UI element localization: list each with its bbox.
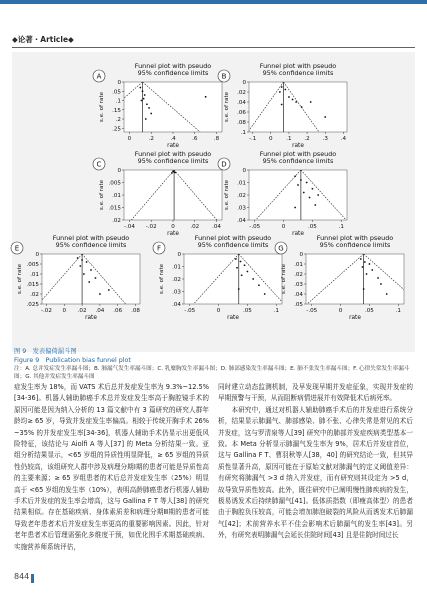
study-point bbox=[174, 172, 176, 174]
y-tick-label: .05 bbox=[112, 89, 121, 96]
x-tick-label: -.1 bbox=[248, 136, 257, 142]
plot-area bbox=[249, 170, 347, 220]
y-axis-label: s.e. of rate bbox=[159, 263, 165, 295]
y-tick-label: 0 bbox=[299, 252, 303, 258]
body-column-left bbox=[14, 382, 209, 553]
x-tick-label: -.02 bbox=[40, 308, 52, 314]
plot-title: 95% confidence limits bbox=[197, 241, 269, 249]
funnel-plot-svg-f bbox=[148, 232, 288, 320]
y-tick-label: .01 bbox=[237, 180, 246, 187]
x-axis-label: rate bbox=[349, 315, 361, 321]
y-tick-label: .025 bbox=[26, 302, 39, 308]
study-point bbox=[83, 273, 85, 275]
y-tick-label: .01 bbox=[112, 193, 121, 199]
x-tick-label: .2 bbox=[148, 136, 154, 142]
plot-area bbox=[124, 170, 222, 220]
x-tick-label: .1 bbox=[338, 224, 344, 230]
x-tick-label: 0 bbox=[281, 224, 286, 230]
study-point bbox=[364, 261, 366, 263]
body-paragraph-right: 同时建立动态监测机制，及早发现早期并发症征象，实现并发症的早期预警与干预，从而阻断病情进展并有效降低术后病死率。 本研究中，通过对机器人辅助肺癌手术后的并发症进行系统分析，结果显示肺漏气、肺部感染、肺不张、心律失常是常见的术后并发症，这与罗清泉等人[39] 研究中的肺部并发症疾病类型基本一致。本 Meta 分析显示肺漏气发生率为 9%，居术后并发症首位，这与 Gallina F T、曹羽秋等人[38，40] 的研究结论一致，但其异质性显著升高，原因可能在于原始文献对肺漏气的定义阈值差异：有研究将肺漏气 >3 d 纳入并发症，而有研究则其设定为 >5 d，故导致异质性较高。此外，既往研究中已阐明慢性肺疾病的发生，极易诱发术后持续肺漏气[41]。低体质指数（即瘦高体型）的患者由于胸腔负压较高，可能会增加肺泡破裂的风险从而诱发术后肺漏气[42]；术前营养水平不佳会影响术后肺漏气的发生率[43]。另外，有研究表明肺漏气会延长住院时间[43] 且是住院时间过长 bbox=[218, 383, 413, 540]
study-point bbox=[238, 288, 240, 290]
study-point bbox=[297, 184, 299, 186]
y-tick-label: 0 bbox=[177, 252, 181, 258]
y-tick-label: .04 bbox=[237, 100, 246, 106]
y-tick-label: 0 bbox=[35, 252, 39, 258]
study-point bbox=[288, 96, 290, 98]
study-point bbox=[144, 94, 146, 96]
plot-title: Funnel plot with pseudo bbox=[259, 62, 337, 70]
plot-area bbox=[42, 254, 140, 304]
study-point bbox=[148, 107, 150, 109]
header-divider bbox=[12, 47, 415, 48]
study-point bbox=[317, 194, 319, 196]
study-point bbox=[369, 263, 371, 265]
study-point bbox=[386, 293, 388, 295]
page-number: 844 bbox=[14, 572, 30, 581]
y-tick-label: .04 bbox=[237, 218, 246, 224]
x-tick-label: -.04 bbox=[123, 224, 135, 230]
study-point bbox=[360, 258, 362, 260]
x-tick-label: .1 bbox=[273, 308, 279, 314]
study-point bbox=[244, 264, 246, 266]
funnel-plot-svg-d bbox=[213, 148, 353, 236]
study-point bbox=[310, 101, 312, 103]
x-tick-label: .1 bbox=[395, 308, 401, 314]
panel-label: B bbox=[221, 72, 227, 81]
x-tick-label: .08 bbox=[131, 308, 140, 314]
y-tick-label: .04 bbox=[294, 292, 303, 298]
y-tick-label: .08 bbox=[237, 120, 246, 126]
study-point bbox=[371, 269, 373, 271]
study-point bbox=[235, 258, 237, 260]
y-tick-label: .05 bbox=[294, 302, 303, 308]
study-point bbox=[88, 281, 90, 283]
study-point bbox=[294, 175, 296, 177]
x-tick-label: 0 bbox=[62, 308, 67, 314]
x-tick-label: 0 bbox=[171, 224, 175, 230]
x-tick-label: .02 bbox=[77, 308, 87, 314]
x-axis-label: rate bbox=[85, 315, 97, 321]
study-point bbox=[108, 289, 110, 291]
plot-area bbox=[124, 82, 222, 132]
y-tick-label: .01 bbox=[30, 272, 39, 278]
y-tick-label: .02 bbox=[172, 277, 181, 283]
study-point bbox=[312, 188, 314, 190]
section-header: ◆论著・Article◆ bbox=[12, 35, 74, 44]
x-tick-label: .8 bbox=[213, 136, 220, 142]
study-point bbox=[309, 197, 311, 199]
y-tick-label: .005 bbox=[108, 180, 121, 187]
panel-label: E bbox=[14, 244, 20, 253]
study-point bbox=[366, 273, 368, 275]
x-tick-label: .04 bbox=[212, 224, 222, 230]
study-point bbox=[142, 90, 144, 92]
study-point bbox=[146, 103, 148, 105]
y-axis-label: s.e. of rate bbox=[99, 179, 105, 211]
plot-title: Funnel plot with pseudo bbox=[259, 150, 337, 158]
plot-title: 95% confidence limits bbox=[137, 69, 209, 77]
y-tick-label: .03 bbox=[294, 282, 303, 288]
y-tick-label: .1 bbox=[240, 130, 246, 136]
study-point bbox=[380, 283, 382, 285]
y-tick-label: .02 bbox=[237, 193, 246, 199]
y-axis-label: s.e. of rate bbox=[224, 179, 230, 211]
study-point bbox=[95, 277, 97, 279]
plot-title: 95% confidence limits bbox=[262, 157, 334, 165]
study-point bbox=[258, 284, 260, 286]
plot-title: Funnel plot with pseudo bbox=[134, 62, 212, 70]
study-point bbox=[247, 271, 249, 273]
study-point bbox=[236, 267, 238, 269]
y-tick-label: .005 bbox=[26, 262, 39, 268]
study-point bbox=[284, 89, 286, 91]
y-tick-label: .02 bbox=[30, 292, 39, 298]
funnel-plot-g bbox=[270, 232, 410, 320]
y-tick-label: .02 bbox=[237, 90, 246, 96]
funnel-plot-svg-a bbox=[88, 60, 228, 148]
study-point bbox=[86, 261, 88, 263]
x-tick-label: .05 bbox=[242, 308, 252, 314]
plot-area bbox=[249, 82, 347, 132]
x-tick-label: .06 bbox=[113, 308, 123, 314]
x-axis-label: rate bbox=[167, 143, 179, 149]
x-tick-label: .02 bbox=[190, 224, 200, 230]
x-tick-label: .05 bbox=[307, 224, 317, 230]
funnel-plot-svg-b bbox=[213, 60, 353, 148]
panel-label: F bbox=[156, 244, 162, 253]
study-point bbox=[145, 118, 147, 120]
study-point bbox=[292, 99, 294, 101]
figure-caption-en: Figure 9 Publication bias funnel plot bbox=[14, 357, 131, 364]
panel-label: G bbox=[278, 244, 284, 253]
top-color-bar bbox=[0, 0, 427, 4]
study-point bbox=[303, 192, 305, 194]
study-point bbox=[294, 207, 296, 209]
plot-title: 95% confidence limits bbox=[262, 69, 334, 77]
study-point bbox=[362, 266, 364, 268]
y-tick-label: .03 bbox=[237, 205, 246, 212]
x-tick-label: -.05 bbox=[184, 308, 196, 314]
x-axis-label: rate bbox=[292, 143, 304, 149]
y-axis-label: s.e. of rate bbox=[17, 263, 23, 295]
x-tick-label: -.05 bbox=[249, 224, 261, 230]
x-tick-label: .4 bbox=[170, 136, 176, 142]
study-point bbox=[150, 113, 152, 115]
x-tick-label: .1 bbox=[286, 136, 292, 142]
body-column-right bbox=[218, 382, 413, 542]
y-tick-label: .04 bbox=[172, 302, 181, 308]
x-tick-label: 0 bbox=[216, 308, 221, 314]
plot-title: Funnel plot with pseudo bbox=[194, 234, 272, 242]
page-number-accent bbox=[31, 574, 34, 583]
x-tick-label: -.02 bbox=[145, 224, 157, 230]
y-tick-label: 0 bbox=[117, 80, 121, 86]
y-tick-label: 0 bbox=[242, 80, 246, 86]
funnel-plot-d bbox=[213, 148, 353, 236]
panel-label: D bbox=[221, 160, 227, 169]
plot-area bbox=[184, 254, 282, 304]
figure-note: 注：A. 总并发症发生率漏斗图；B. 肺漏气发生率漏斗图；C. 乳糜胸发生率漏斗图；D. 肺部感染发生率漏斗图；E. 肺不张发生率漏斗图；F. 心律失常发生率漏斗图；G. 其他并发症发生率漏斗图 bbox=[14, 366, 410, 380]
x-tick-label: -.05 bbox=[306, 308, 318, 314]
figure-caption-zh: 图 9 发表偏倚漏斗图 bbox=[14, 348, 77, 355]
study-point bbox=[301, 106, 303, 108]
plot-title: 95% confidence limits bbox=[319, 241, 391, 249]
plot-title: Funnel plot with pseudo bbox=[316, 234, 394, 242]
study-point bbox=[281, 86, 283, 88]
funnel-plot-svg-c bbox=[88, 148, 228, 236]
x-axis-label: rate bbox=[227, 315, 239, 321]
study-point bbox=[300, 179, 302, 181]
y-tick-label: .02 bbox=[294, 272, 303, 278]
x-tick-label: .6 bbox=[192, 136, 198, 142]
panel-label: A bbox=[96, 72, 102, 81]
plot-title: 95% confidence limits bbox=[137, 157, 209, 165]
study-point bbox=[77, 257, 79, 259]
y-tick-label: .15 bbox=[112, 107, 121, 114]
y-tick-label: .01 bbox=[294, 262, 303, 268]
y-tick-label: .015 bbox=[108, 205, 121, 212]
panel-label: C bbox=[96, 160, 102, 169]
funnel-plot-f bbox=[148, 232, 288, 320]
study-point bbox=[139, 87, 141, 89]
funnel-plot-e bbox=[6, 232, 146, 320]
study-point bbox=[205, 96, 207, 98]
study-point bbox=[314, 204, 316, 206]
funnel-plot-b bbox=[213, 60, 353, 148]
y-tick-label: .02 bbox=[112, 218, 121, 224]
x-tick-label: .3 bbox=[322, 136, 328, 142]
y-tick-label: .03 bbox=[172, 289, 181, 296]
x-tick-label: .05 bbox=[364, 308, 374, 314]
study-point bbox=[99, 293, 101, 295]
y-axis-label: s.e. of rate bbox=[281, 263, 287, 295]
funnel-plot-svg-g bbox=[270, 232, 410, 320]
x-tick-label: .4 bbox=[340, 136, 347, 142]
study-point bbox=[143, 98, 145, 100]
x-axis-label: rate bbox=[167, 231, 179, 237]
study-point bbox=[295, 101, 297, 103]
y-tick-label: .06 bbox=[237, 110, 246, 116]
study-point bbox=[90, 269, 92, 271]
y-axis-label: s.e. of rate bbox=[224, 91, 230, 123]
y-tick-label: .1 bbox=[115, 98, 121, 105]
study-point bbox=[377, 277, 379, 279]
x-tick-label: .04 bbox=[95, 308, 105, 314]
funnel-plot-svg-e bbox=[6, 232, 146, 320]
plot-title: 95% confidence limits bbox=[55, 241, 127, 249]
y-tick-label: .2 bbox=[115, 117, 121, 124]
y-tick-label: .015 bbox=[26, 282, 39, 288]
study-point bbox=[363, 288, 365, 290]
body-paragraph-left: 症发生率为 18%，而 VATS 术后总并发症发生率为 9.3%~12.5%[34-36]。机器人辅助肺癌手术总并发症发生率高于胸腔镜手术的原因可能是因为纳入分析的 13 篇文献中有 3 篇研究的研究人群年龄均≥ 65 岁，导致并发症发生率偏高。相较于传统开胸手术 26%~35% 的并发症发生率[34-36]，机器人辅助手术仍显示出更低风险特征，该结论与 Aiolfi A 等人[37] 的 Meta 分析结果一致。亚组分析结果显示，<65 岁组的异质性明显降低，≥ 65 岁组的异质性仍较高，该组研究人群中涉及病理分期Ⅰ期的患者可能是异质性高的主要来源；≥ 65 岁组患者的术后总并发症发生率（25%）明显高于 <65 岁组的发生率（10%），表明高龄肺癌患者行机器人辅助手术后并发症的发生率会增高，这与 Gallina F T 等人[38] 的研究结果相似。存在基础疾病、身体素质差和病理分期Ⅲ期的患者可能导致老年患者术后并发症发生率更高的重要影响因素。因此，针对老年患者术后管理需强化多维度干预，如优化围手术期基础疾病、实施营养师系统评估， bbox=[14, 383, 209, 551]
x-tick-label: .2 bbox=[304, 136, 310, 142]
study-point bbox=[252, 278, 254, 280]
x-axis-label: rate bbox=[292, 231, 304, 237]
y-tick-label: .25 bbox=[112, 126, 121, 133]
y-tick-label: .01 bbox=[172, 264, 181, 271]
study-point bbox=[79, 265, 81, 267]
x-tick-label: 0 bbox=[338, 308, 343, 314]
y-axis-label: s.e. of rate bbox=[99, 91, 105, 123]
study-point bbox=[241, 274, 243, 276]
study-point bbox=[264, 293, 266, 295]
y-tick-label: 0 bbox=[117, 168, 121, 174]
study-point bbox=[141, 100, 143, 102]
study-point bbox=[306, 182, 308, 184]
x-tick-label: 0 bbox=[127, 136, 132, 142]
study-point bbox=[240, 261, 242, 263]
plot-title: Funnel plot with pseudo bbox=[52, 234, 130, 242]
funnel-plot-a bbox=[88, 60, 228, 148]
funnel-plot-c bbox=[88, 148, 228, 236]
study-point bbox=[171, 172, 173, 174]
study-point bbox=[324, 116, 326, 118]
x-tick-label: 0 bbox=[268, 136, 273, 142]
plot-title: Funnel plot with pseudo bbox=[134, 150, 212, 158]
study-point bbox=[81, 259, 83, 261]
y-tick-label: 0 bbox=[242, 168, 246, 174]
study-point bbox=[279, 91, 281, 93]
study-point bbox=[281, 104, 283, 106]
